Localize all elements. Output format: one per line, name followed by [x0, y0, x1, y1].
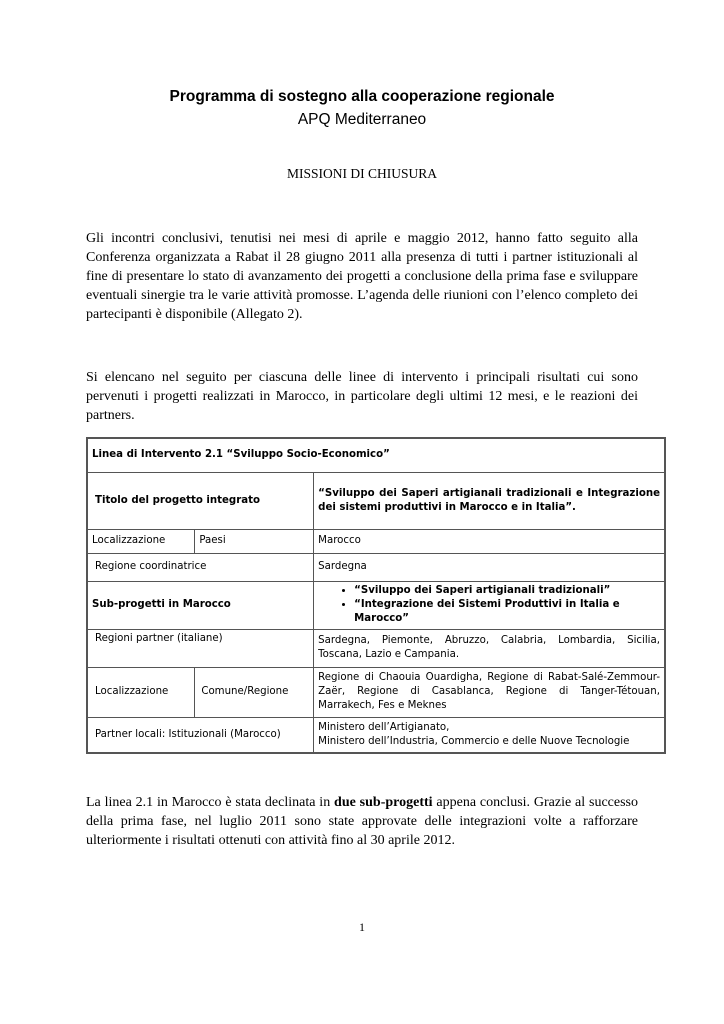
subprojects-list [318, 584, 660, 626]
table-row [87, 529, 665, 553]
project-info-table [86, 437, 666, 754]
subprojects-label: Sub-progetti in Marocco [87, 581, 314, 629]
table-row [87, 472, 665, 529]
subprojects-cell [314, 581, 665, 629]
local-partner-2: Ministero dell’Industria, Commercio e delle Nuove Tecnologie [318, 735, 630, 747]
project-title-value: “Sviluppo dei Saperi artigianali tradizionali e Integrazione dei sistemi produttivi in Marocco e in Italia”. [314, 472, 665, 529]
countries-value: Marocco [314, 529, 665, 553]
table-heading: Linea di Intervento 2.1 “Sviluppo Socio-Economico” [87, 438, 665, 472]
table-row [87, 629, 665, 667]
table-row [87, 667, 665, 717]
partner-regions-value: Sardegna, Piemonte, Abruzzo, Calabria, Lombardia, Sicilia, Toscana, Lazio e Campania. [314, 629, 665, 667]
countries-label: Paesi [195, 529, 314, 553]
document-title: Programma di sostegno alla cooperazione regionale [169, 88, 555, 105]
table-row [87, 553, 665, 581]
local-partners-label: Partner locali: Istituzionali (Marocco) [87, 717, 314, 753]
table-row [87, 717, 665, 753]
list-intro-paragraph: Si elencano nel seguito per ciascuna delle linee di intervento i principali risultati cui sono pervenuti i progetti realizzati in Marocco, in particolare degli ultimi 12 mesi, e le reazioni dei partners. [86, 370, 638, 423]
section-heading: MISSIONI DI CHIUSURA [286, 166, 437, 181]
coordinating-region-value: Sardegna [314, 553, 665, 581]
localization-label-2: Localizzazione [87, 667, 195, 717]
localization-label: Localizzazione [87, 529, 195, 553]
list-item: • “Sviluppo dei Saperi artigianali tradizionali” [354, 584, 660, 598]
closing-paragraph [86, 793, 638, 850]
closing-text-end: appena conclusi. Grazie al successo della prima fase, nel luglio 2011 sono state approvate delle integrazioni volte a rafforzare ulteriormente i risultati ottenuti con attività fino al 30 aprile 2012. [86, 795, 638, 848]
document-subtitle: APQ Mediterraneo [297, 111, 427, 128]
partner-regions-label: Regioni partner (italiane) [87, 629, 314, 667]
list-item: • “Integrazione dei Sistemi Produttivi in Italia e Marocco” [354, 598, 660, 626]
closing-text-bold: due sub-progetti [334, 795, 433, 810]
table-row [87, 438, 665, 472]
closing-text-start: La linea 2.1 in Marocco è stata declinata in [86, 795, 335, 810]
municipality-value: Regione di Chaouia Ouardigha, Regione di Rabat-Salé-Zemmour-Zaër, Regione di Casablanca, Regione di Tanger-Tétouan, Marrakech, Fes e Meknes [314, 667, 665, 717]
local-partners-value [314, 717, 665, 753]
intro-paragraph: Gli incontri conclusivi, tenutisi nei mesi di aprile e maggio 2012, hanno fatto seguito alla Conferenza organizzata a Rabat il 28 giugno 2011 alla presenza di tutti i partner istituzionali al fine di presentare lo stato di avanzamento dei progetti a conclusione della prima fase e sviluppare eventuali sinergie tra le varie attività promosse. L’agenda delle riunioni con l’elenco completo dei partecipanti è disponibile (Allegato 2). [86, 231, 638, 322]
coordinating-region-label: Regione coordinatrice [87, 553, 314, 581]
table-row [87, 581, 665, 629]
project-title-label: Titolo del progetto integrato [87, 472, 314, 529]
municipality-label: Comune/Regione [195, 667, 314, 717]
page-number: 1 [359, 920, 365, 934]
local-partner-1: Ministero dell’Artigianato, [318, 721, 450, 733]
